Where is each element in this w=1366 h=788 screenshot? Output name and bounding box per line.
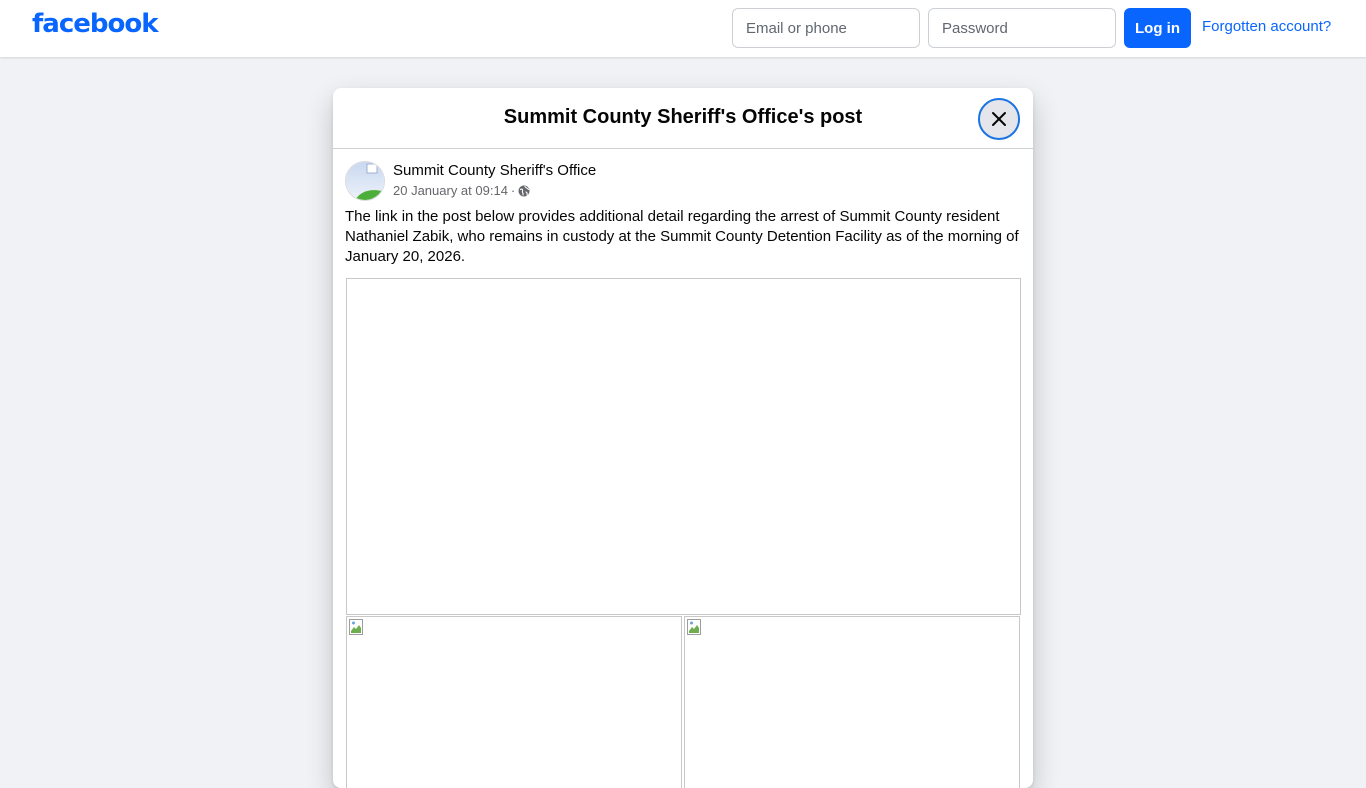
globe-icon <box>518 185 530 197</box>
facebook-logo[interactable]: facebook <box>32 9 158 39</box>
author-avatar[interactable] <box>345 161 385 201</box>
post-media-main[interactable] <box>346 278 1021 615</box>
post-timestamp[interactable]: 20 January at 09:14 <box>393 183 508 198</box>
post-meta <box>393 183 530 198</box>
post-dialog <box>333 88 1033 788</box>
post-media-right[interactable] <box>684 616 1020 788</box>
broken-image-icon <box>349 619 365 635</box>
email-field[interactable] <box>732 8 920 48</box>
post-media-left[interactable] <box>346 616 682 788</box>
post-author[interactable]: Summit County Sheriff's Office <box>393 162 597 179</box>
close-button[interactable] <box>978 98 1020 140</box>
meta-separator: · <box>510 183 516 198</box>
forgotten-account-link[interactable]: Forgotten account? <box>1202 18 1332 35</box>
password-field[interactable] <box>928 8 1116 48</box>
dialog-title: Summit County Sheriff's Office's post <box>503 106 863 128</box>
close-icon <box>990 110 1008 128</box>
login-button[interactable]: Log in <box>1124 8 1191 48</box>
post-text: The link in the post below provides additional detail regarding the arrest of Summit County resident Nathaniel Zabik, who remains in custody at the Summit County Detention Facility as of the morning of January 20, 2026. <box>345 208 1019 265</box>
top-navigation-bar <box>0 0 1366 57</box>
avatar-image <box>346 162 385 201</box>
broken-image-icon <box>687 619 703 635</box>
dialog-header <box>333 88 1033 149</box>
